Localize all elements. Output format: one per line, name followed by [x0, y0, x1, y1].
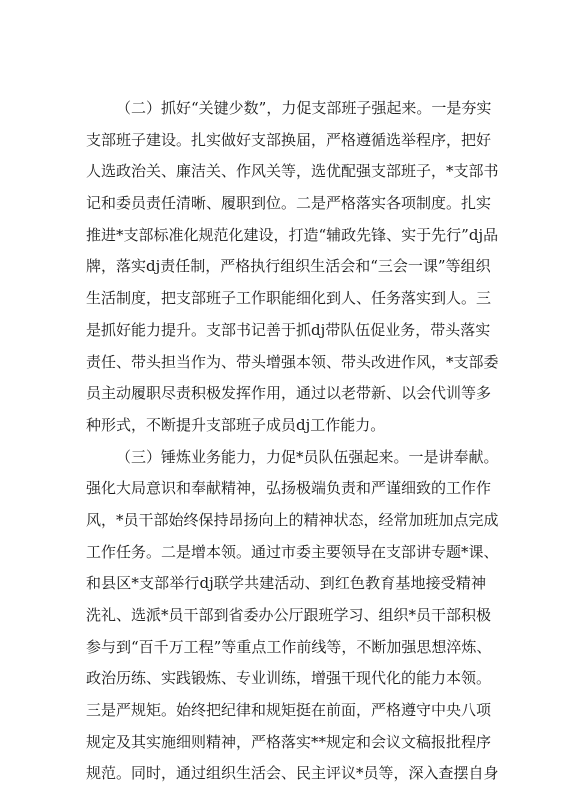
text-line: 责任、带头担当作为、带头增强本领、带头改进作风，*支部委 [86, 352, 499, 371]
text-line: 风，*员干部始终保持昂扬向上的精神状态，经常加班加点完成 [86, 510, 499, 529]
text-line: 人选政治关、廉洁关、作风关等，选优配强支部班子，*支部书 [86, 162, 499, 181]
text-line: 规范。同时，通过组织生活会、民主评议*员等，深入查摆自身 [86, 764, 499, 783]
text-line: 牌，落实dj责任制，严格执行组织生活会和“三会一课”等组织 [86, 257, 491, 276]
text-line: 政治历练、实践锻炼、专业训练，增强干现代化的能力本领。 [86, 669, 492, 688]
document-body [86, 93, 499, 790]
text-line: 洗礼、选派*员干部到省委办公厅跟班学习、组织*员干部积极 [86, 606, 492, 624]
text-line: 推进*支部标准化规范化建设，打造“辅政先锋、实于先行”dj品 [86, 225, 499, 244]
text-line: 规定及其实施细则精神，严格落实**规定和会议文稿报批程序 [86, 732, 492, 751]
text-line: 支部班子建设。扎实做好支部换届，严格遵循选举程序，把好 [86, 130, 492, 149]
paragraph-section-three [86, 442, 499, 791]
text-line: 生活制度，把支部班子工作职能细化到人、任务落实到人。三 [86, 289, 492, 308]
text-line: 记和委员责任清晰、履职到位。二是严格落实各项制度。扎实 [86, 194, 492, 213]
text-line: 参与到“百千万工程”等重点工作前线等，不断加强思想淬炼、 [86, 637, 492, 656]
text-line: （二）抓好“关键少数”，力促支部班子强起来。一是夯实 [116, 99, 492, 117]
text-line: 和县区*支部举行dj联学共建活动、到红色教育基地接受精神 [86, 574, 486, 593]
text-line: 种形式，不断提升支部班子成员dj工作能力。 [86, 415, 386, 434]
text-line: 员主动履职尽责积极发挥作用，通过以老带新、以会代训等多 [86, 384, 492, 403]
text-line: （三）锤炼业务能力，力促*员队伍强起来。一是讲奉献。 [116, 447, 499, 466]
text-line: 强化大局意识和奉献精神，弘扬极端负责和严谨细致的工作作 [86, 479, 492, 498]
paragraph-section-two [86, 93, 499, 442]
text-line: 工作任务。二是增本领。通过市委主要领导在支部讲专题*课、 [86, 542, 499, 561]
text-line: 是抓好能力提升。支部书记善于抓dj带队伍促业务，带头落实 [86, 320, 491, 339]
text-line: 三是严规矩。始终把纪律和规矩挺在前面，严格遵守中央八项 [86, 701, 492, 720]
